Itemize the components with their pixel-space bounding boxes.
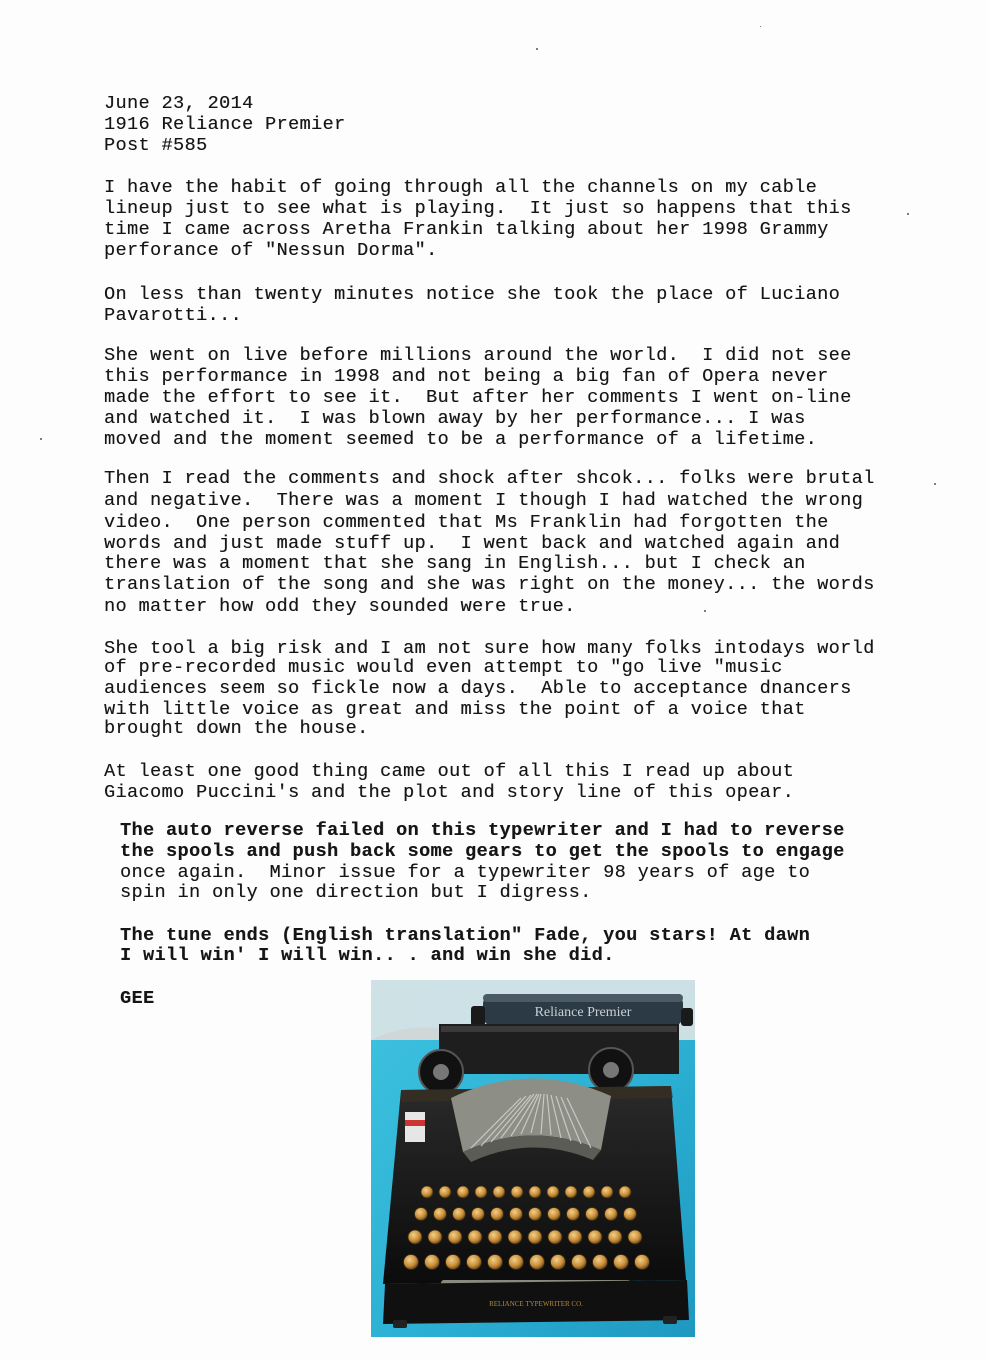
text-line: Giacomo Puccini's and the plot and story line of this opear. — [104, 782, 795, 803]
text-line: Then I read the comments and shock after shcok... folks were brutal — [104, 468, 875, 489]
text-line: and watched it. I was blown away by her performance... I was — [104, 408, 806, 429]
serial-sticker — [405, 1112, 425, 1142]
platen-knob-right — [681, 1008, 693, 1026]
text-line: On less than twenty minutes notice she took the place of Luciano — [104, 284, 841, 305]
signature: GEE — [120, 988, 155, 1009]
text-line: brought down the house. — [104, 718, 369, 739]
text-line: made the effort to see it. But after her comments I went on-line — [104, 387, 852, 408]
text-line: At least one good thing came out of all this I read up about — [104, 761, 795, 782]
text-line: this performance in 1998 and not being a big fan of Opera never — [104, 366, 829, 387]
text-line: moved and the moment seemed to be a performance of a lifetime. — [104, 429, 818, 450]
text-line: and negative. There was a moment I though I had watched the wrong — [104, 490, 864, 511]
text-line: the spools and push back some gears to get the spools to engage — [120, 841, 845, 862]
text-line: there was a moment that she sang in English... but I check an — [104, 553, 806, 574]
maker-label: RELIANCE TYPEWRITER CO. — [489, 1300, 583, 1308]
typewriter-illustration — [371, 980, 695, 1337]
post-number: Post #585 — [104, 135, 208, 156]
letter-date: June 23, 2014 — [104, 93, 254, 114]
text-line: audiences seem so fickle now a days. Able to acceptance dnancers — [104, 678, 852, 699]
text-line: words and just made stuff up. I went back and watched again and — [104, 533, 841, 554]
text-line: She went on live before millions around the world. I did not see — [104, 345, 852, 366]
text-line: lineup just to see what is playing. It just so happens that this — [104, 198, 852, 219]
text-line: The auto reverse failed on this typewriter and I had to reverse — [120, 820, 845, 841]
text-line: video. One person commented that Ms Franklin had forgotten the — [104, 512, 829, 533]
typewriter-model: 1916 Reliance Premier — [104, 114, 346, 135]
text-line: time I came across Aretha Frankin talking about her 1998 Grammy — [104, 219, 829, 240]
brand-plate: Reliance Premier — [534, 1005, 632, 1020]
text-line: I will win' I will win.. . and win she did. — [120, 945, 615, 966]
text-line: spin in only one direction but I digress. — [120, 882, 592, 903]
text-line: The tune ends (English translation" Fade, you stars! At dawn — [120, 925, 811, 946]
text-line: of pre-recorded music would even attempt to "go live "music — [104, 657, 783, 678]
text-line: I have the habit of going through all the channels on my cable — [104, 177, 818, 198]
text-line: Pavarotti... — [104, 305, 243, 326]
text-line: no matter how odd they sounded were true. — [104, 596, 576, 617]
typewriter-photo — [371, 980, 695, 1337]
platen-knob-left — [471, 1006, 485, 1026]
text-line: perforance of "Nessun Dorma". — [104, 240, 438, 261]
text-line: with little voice as great and miss the point of a voice that — [104, 699, 806, 720]
text-line: She tool a big risk and I am not sure how many folks intodays world — [104, 638, 875, 659]
text-line: translation of the song and she was right on the money... the words — [104, 574, 875, 595]
text-line: once again. Minor issue for a typewriter 98 years of age to — [120, 862, 811, 883]
